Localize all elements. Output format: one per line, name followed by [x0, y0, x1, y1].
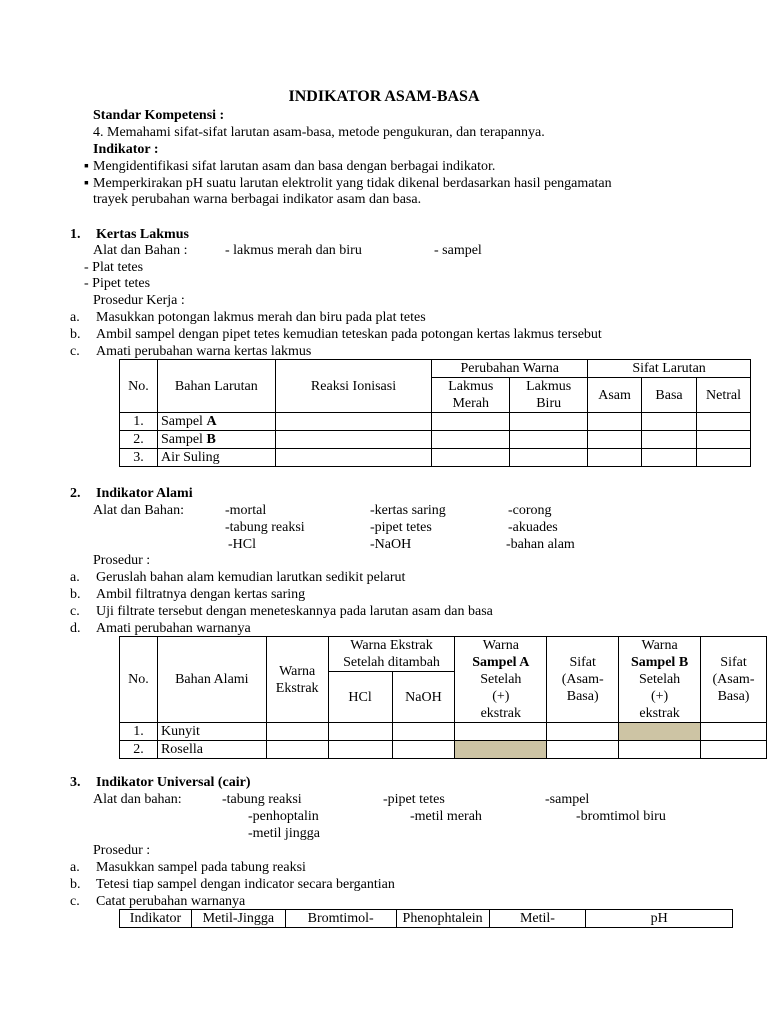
s3-step-text: Tetesi tiap sampel dengan indicator secara bergantian [96, 877, 395, 892]
s1-step-letter: c. [70, 344, 80, 359]
indikator-bullet-2-cont: trayek perubahan warna berbagai indikator asam dan basa. [93, 192, 422, 207]
header-metil-jingga: Metil-Jingga [191, 910, 285, 928]
s1-step-text: Ambil sampel dengan pipet tetes kemudian teteskan pada potongan kertas lakmus tersebut [96, 327, 602, 342]
s3-prosedur-label: Prosedur : [93, 843, 151, 858]
s3-alat-item: -metil jingga [248, 826, 320, 841]
row-bahan: Kunyit [157, 723, 266, 741]
bullet-icon: ▪ [84, 176, 89, 191]
s2-alat-item: -kertas saring [370, 503, 446, 518]
s1-alat-label: Alat dan Bahan : [93, 243, 188, 258]
table-row [120, 413, 751, 431]
s2-alat-item: -bahan alam [506, 537, 575, 552]
header-bahan-larutan: Bahan Larutan [157, 360, 275, 413]
s2-step-letter: c. [70, 604, 80, 619]
s3-alat-item: -tabung reaksi [222, 792, 302, 807]
header-warna-sampel-a: Warna Sampel A Setelah (+) ekstrak [455, 637, 547, 723]
header-indikator: Indikator [120, 910, 192, 928]
s2-step-text: Geruslah bahan alam kemudian larutkan sedikit pelarut [96, 570, 406, 585]
header-sifat-a: Sifat (Asam- Basa) [547, 637, 619, 723]
header-hcl: HCl [328, 672, 392, 723]
s1-step-letter: a. [70, 310, 80, 325]
section-2-number: 2. [70, 486, 81, 501]
standar-kompetensi-label: Standar Kompetensi : [93, 108, 225, 123]
s1-alat-item: - Plat tetes [84, 260, 144, 275]
header-naoh: NaOH [392, 672, 455, 723]
s1-alat-item: - sampel [434, 243, 482, 258]
s3-alat-item: -penhoptalin [248, 809, 319, 824]
s1-prosedur-label: Prosedur Kerja : [93, 293, 185, 308]
table-row [120, 741, 767, 759]
header-bromtimol: Bromtimol- [285, 910, 396, 928]
row-no: 2. [120, 431, 158, 449]
s3-alat-item: -metil merah [410, 809, 482, 824]
section-3-number: 3. [70, 775, 81, 790]
header-metil: Metil- [489, 910, 586, 928]
s2-step-letter: d. [70, 621, 81, 636]
header-reaksi-ionisasi: Reaksi Ionisasi [275, 360, 432, 413]
lakmus-table [119, 359, 751, 467]
header-sifat-larutan: Sifat Larutan [588, 360, 751, 378]
table-row [120, 431, 751, 449]
s2-alat-item: -corong [508, 503, 552, 518]
row-no: 3. [120, 449, 158, 467]
s3-step-letter: a. [70, 860, 80, 875]
header-perubahan-warna: Perubahan Warna [432, 360, 588, 378]
s2-alat-item: -pipet tetes [370, 520, 432, 535]
s2-alat-item: -akuades [508, 520, 558, 535]
header-warna-sampel-b: Warna Sampel B Setelah (+) ekstrak [619, 637, 701, 723]
s2-step-text: Amati perubahan warnanya [96, 621, 251, 636]
s2-alat-label: Alat dan Bahan: [93, 503, 184, 518]
s2-step-letter: b. [70, 587, 81, 602]
indikator-label: Indikator : [93, 142, 159, 157]
table-row [120, 723, 767, 741]
s3-alat-item: -bromtimol biru [576, 809, 666, 824]
row-bahan: Air Suling [157, 449, 275, 467]
header-bahan-alami: Bahan Alami [157, 637, 266, 723]
section-3-heading: Indikator Universal (cair) [96, 775, 251, 790]
s2-alat-item: -HCl [228, 537, 256, 552]
row-bahan: Sampel A [157, 413, 275, 431]
s1-alat-item: - Pipet tetes [84, 276, 151, 291]
section-2-heading: Indikator Alami [96, 486, 193, 501]
header-phenophtalein: Phenophtalein [396, 910, 489, 928]
s3-alat-label: Alat dan bahan: [93, 792, 182, 807]
header-no: No. [120, 360, 158, 413]
s3-alat-item: -pipet tetes [383, 792, 445, 807]
indikator-universal-table [119, 909, 733, 928]
table-row [120, 449, 751, 467]
s3-step-text: Masukkan sampel pada tabung reaksi [96, 860, 306, 875]
row-no: 1. [120, 413, 158, 431]
indikator-alami-table [119, 636, 767, 759]
s1-step-text: Amati perubahan warna kertas lakmus [96, 344, 312, 359]
s2-alat-item: -tabung reaksi [225, 520, 305, 535]
s3-step-letter: b. [70, 877, 81, 892]
header-lakmus-biru: Lakmus Biru [510, 378, 588, 413]
header-basa: Basa [642, 378, 697, 413]
s2-step-letter: a. [70, 570, 80, 585]
shaded-cell [455, 741, 547, 759]
section-1-number: 1. [70, 227, 81, 242]
s3-step-text: Catat perubahan warnanya [96, 894, 246, 909]
document-title: INDIKATOR ASAM-BASA [288, 88, 480, 105]
indikator-bullet-1: Mengidentifikasi sifat larutan asam dan basa dengan berbagai indikator. [93, 159, 496, 174]
s2-alat-item: -NaOH [370, 537, 412, 552]
row-bahan: Sampel B [157, 431, 275, 449]
row-bahan: Rosella [157, 741, 266, 759]
header-netral: Netral [696, 378, 750, 413]
header-warna-ekstrak: Warna Ekstrak [266, 637, 328, 723]
s2-step-text: Ambil filtratnya dengan kertas saring [96, 587, 306, 602]
s1-step-text: Masukkan potongan lakmus merah dan biru pada plat tetes [96, 310, 426, 325]
header-warna-ekstrak-setelah: Warna Ekstrak Setelah ditambah [328, 637, 455, 672]
section-1-heading: Kertas Lakmus [96, 227, 189, 242]
s1-alat-item: - lakmus merah dan biru [225, 243, 362, 258]
s2-prosedur-label: Prosedur : [93, 553, 151, 568]
standar-kompetensi-text: 4. Memahami sifat-sifat larutan asam-basa, metode pengukuran, dan terapannya. [93, 125, 545, 140]
row-no: 2. [120, 741, 158, 759]
header-asam: Asam [588, 378, 642, 413]
shaded-cell [619, 723, 701, 741]
indikator-bullet-2: Memperkirakan pH suatu larutan elektrolit yang tidak dikenal berdasarkan hasil pengamatan [93, 176, 612, 191]
s2-alat-item: -mortal [225, 503, 267, 518]
s3-step-letter: c. [70, 894, 80, 909]
row-no: 1. [120, 723, 158, 741]
s2-step-text: Uji filtrate tersebut dengan meneteskannya pada larutan asam dan basa [96, 604, 493, 619]
s1-step-letter: b. [70, 327, 81, 342]
header-sifat-b: Sifat (Asam- Basa) [701, 637, 767, 723]
header-lakmus-merah: Lakmus Merah [432, 378, 510, 413]
s3-alat-item: -sampel [545, 792, 590, 807]
header-no: No. [120, 637, 158, 723]
bullet-icon: ▪ [84, 159, 89, 174]
header-ph: pH [586, 910, 733, 928]
